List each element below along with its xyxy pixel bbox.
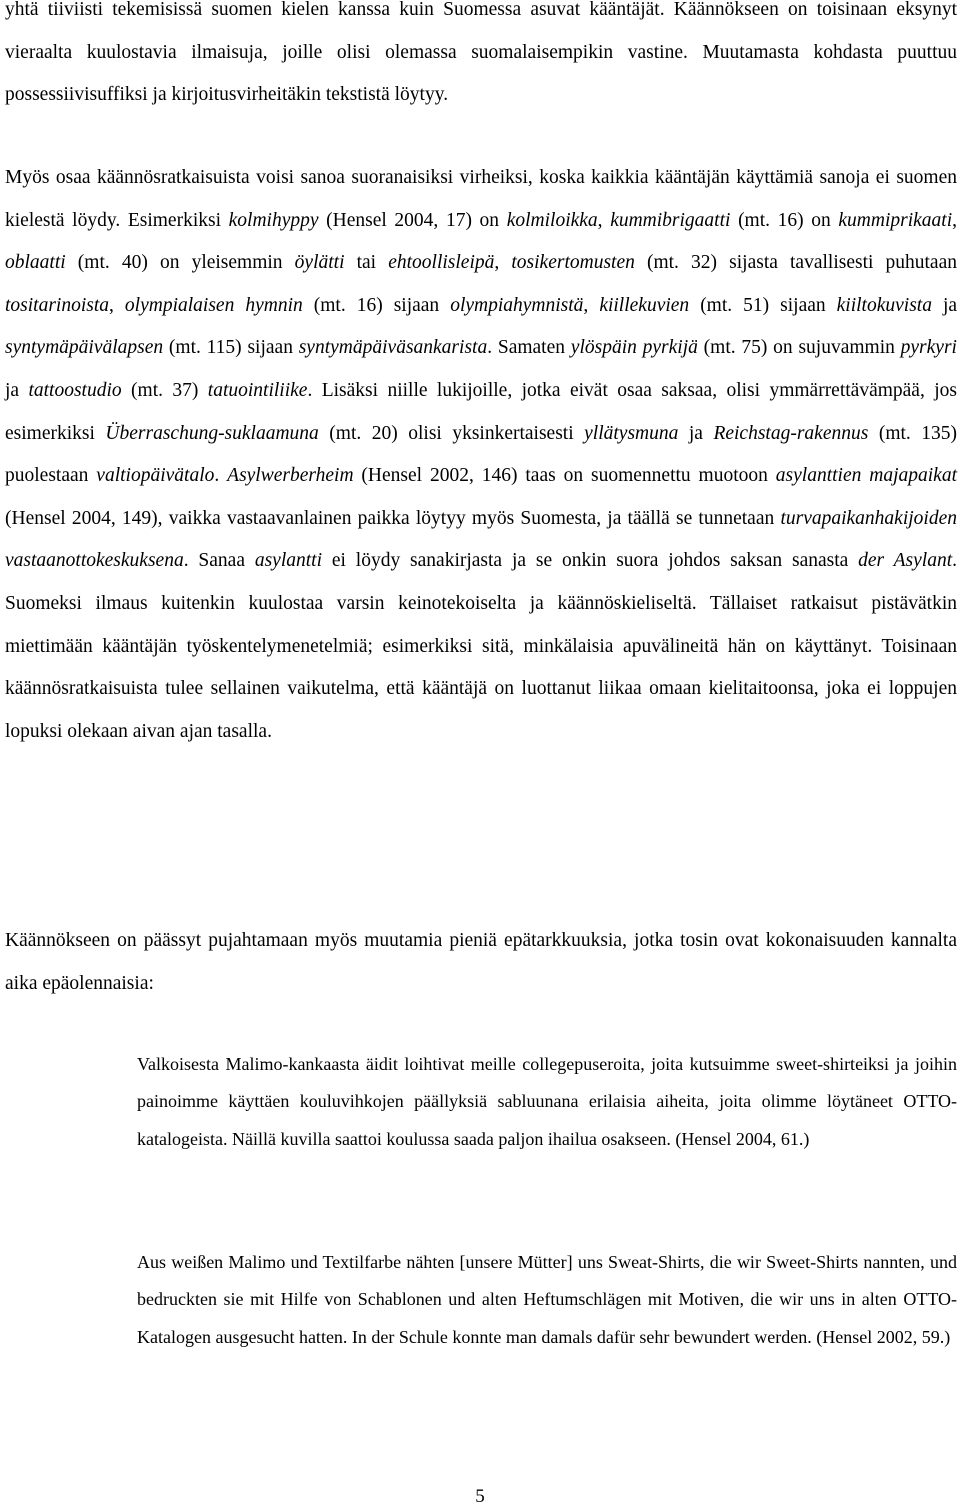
italic-term: kiillekuvien xyxy=(599,294,690,316)
italic-term: olympialaisen hymnin xyxy=(124,294,303,316)
italic-term: Asylwerberheim xyxy=(227,465,354,487)
italic-term: pyrkyri xyxy=(900,337,957,359)
italic-term: tattoostudio xyxy=(28,379,122,401)
italic-term: syntymäpäiväsankarista xyxy=(298,337,488,359)
block-quote-finnish: Valkoisesta Malimo-kankaasta äidit loihtivat meille collegepuseroita, joita kutsuimme sweet-shirteiksi ja joihin painoimme käyttäen kouluvihkojen päällyksiä sabluunana erilaisia aiheita, joita olimme löytäneet OTTO-katalogeista. Näillä kuvilla saattoi koulussa saada paljon ihailua osakseen. (Hensel 2004, 61.) xyxy=(137,1054,957,1149)
italic-term: syntymäpäivälapsen xyxy=(5,337,164,359)
italic-term: kolmiloikka xyxy=(506,209,598,231)
italic-term: olympiahymnistä xyxy=(450,294,584,316)
italic-term: asylanttien majapaikat xyxy=(775,465,958,487)
page-number: 5 xyxy=(475,1486,485,1507)
italic-term: turvapaikanhakijoiden vastaanottokeskuksena xyxy=(5,507,957,572)
italic-term: Überraschung-suklaamuna xyxy=(105,422,319,444)
italic-term: ylöspäin pyrkijä xyxy=(570,337,698,359)
italic-term: öylätti xyxy=(294,252,345,274)
italic-term: ehtoollisleipä xyxy=(388,252,495,274)
italic-term: tositarinoista xyxy=(5,294,110,316)
italic-term: asylantti xyxy=(254,550,323,572)
body-paragraph-3: Käännökseen on päässyt pujahtamaan myös muutamia pieniä epätarkkuuksia, jotka tosin ovat kokonaisuuden kannalta aika epäolennaisia: xyxy=(5,930,957,994)
italic-term: yllätysmuna xyxy=(584,422,679,444)
italic-term: kummiprikaati xyxy=(838,209,953,231)
italic-term: oblaatti xyxy=(5,252,66,274)
italic-term: kolmihyppy xyxy=(228,209,319,231)
italic-term: tatuointiliike xyxy=(207,379,308,401)
italic-term: der Asylant xyxy=(858,550,953,572)
italic-term: kiiltokuvista xyxy=(836,294,932,316)
body-paragraph-1: yhtä tiiviisti tekemisissä suomen kielen kanssa kuin Suomessa asuvat kääntäjät. Käännökseen on toisinaan eksynyt vieraalta kuulostavia ilmaisuja, joille olisi olemassa suomalaisempikin vastine. Muutamasta kohdasta puuttuu possessiivisuffiksi ja kirjoitusvirheitäkin tekstistä löytyy. xyxy=(5,0,957,106)
italic-term: valtiopäivätalo xyxy=(96,465,215,487)
italic-term: Reichstag-rakennus xyxy=(713,422,869,444)
italic-term: tosikertomusten xyxy=(511,252,635,274)
block-quote-german: Aus weißen Malimo und Textilfarbe nähten [unsere Mütter] uns Sweat-Shirts, die wir Sweet-Shirts nannten, und bedruckten sie mit Hilfe von Schablonen und alten Heftumschlägen mit Motiven, die wir uns in alten OTTO-Katalogen ausgesucht hatten. In der Schule konnte man damals dafür sehr bewundert werden. (Hensel 2002, 59.) xyxy=(137,1252,957,1347)
italic-term: kummibrigaatti xyxy=(610,209,731,231)
body-paragraph-2: Myös osaa käännösratkaisuista voisi sanoa suoranaisiksi virheiksi, koska kaikkia kääntäjän käyttämiä sanoja ei suomen kielestä löydy. Esimerkiksi kolmihyppy (Hensel 2004, 17) on kolmiloikka, kummibrigaatti (mt. 16) on kummiprikaati, oblaatti (mt. 40) on yleisemmin öylätti tai ehtoollisleipä, tosikertomusten (mt. 32) sijasta tavallisesti puhutaan tositarinoista, olympialaisen hymnin (mt. 16) sijaan olympiahymnistä, kiillekuvien (mt. 51) sijaan kiiltokuvista ja syntymäpäivälapsen (mt. 115) sijaan syntymäpäiväsankarista. Samaten ylöspäin pyrkijä (mt. 75) on sujuvammin pyrkyri ja tattoostudio (mt. 37) tatuointiliike. Lisäksi niille lukijoille, jotka eivät osaa saksaa, olisi ymmärrettävämpää, jos esimerkiksi Überraschung-suklaamuna (mt. 20) olisi yksinkertaisesti yllätysmuna ja Reichstag-rakennus (mt. 135) puolestaan valtiopäivätalo. Asylwerberheim (Hensel 2002, 146) taas on suomennettu muotoon asylanttien majapaikat (Hensel 2004, 149), vaikka vastaavanlainen paikka löytyy myös Suomesta, ja täällä se tunnetaan turvapaikanhakijoiden vastaanottokeskuksena. Sanaa asylantti ei löydy sanakirjasta ja se onkin suora johdos saksan sanasta der Asylant. Suomeksi ilmaus kuitenkin kuulostaa varsin keinotekoiselta ja käännöskieliseltä. Tällaiset ratkaisut pistävätkin miettimään kääntäjän työskentelymenetelmiä; esimerkiksi sitä, minkälaisia apuvälineitä hän on käyttänyt. Toisinaan käännösratkaisuista tulee sellainen vaikutelma, että kääntäjä on luottanut liikaa omaan kielitaitoonsa, joka ei loppujen lopuksi olekaan aivan ajan tasalla. xyxy=(5,167,958,742)
